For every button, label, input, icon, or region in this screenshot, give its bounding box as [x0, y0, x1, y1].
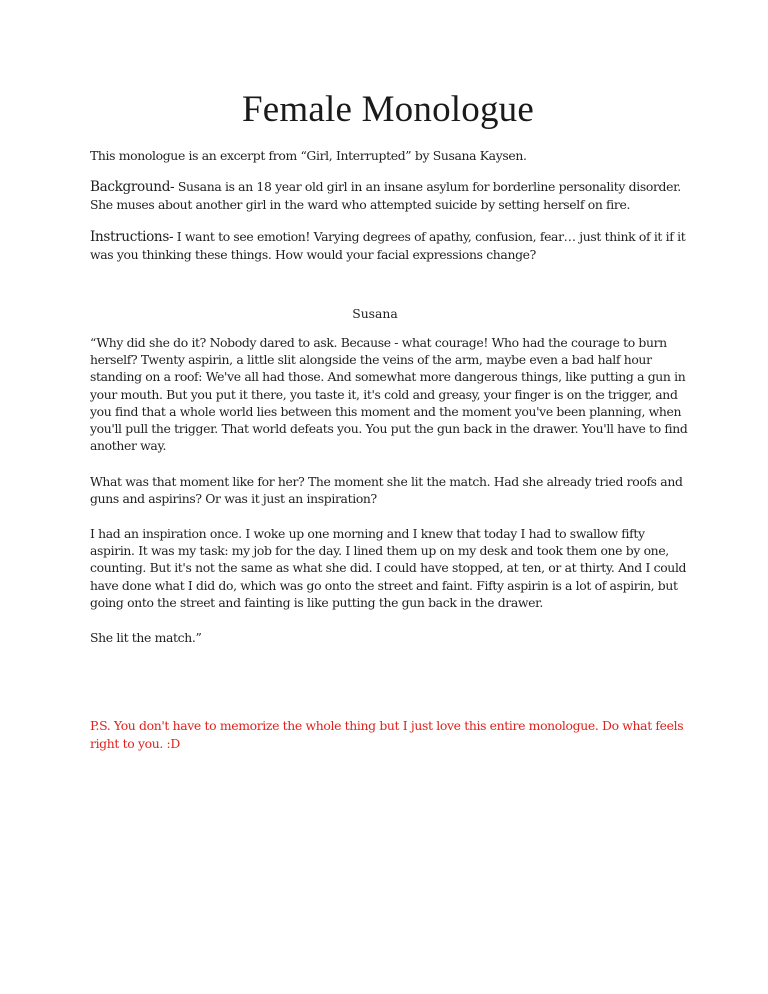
monologue-paragraph-1: “Why did she do it? Nobody dared to ask. Because - what courage! Who had the courage to burn herself? Twenty aspirin, a little slit alongside the veins of the arm, maybe even a bad half hour standing on a roof: We've all had those. And somewhat more dangerous things, like putting a gun in your mouth. But you put it there, you taste it, it's cold and greasy, your finger is on the trigger, and you find that a whole world lies between this moment and the moment you've been planning, when you'll pull the trigger. That world defeats you. You put the gun back in the drawer. You'll have to find another way. — [90, 335, 688, 454]
background-text: Susana is an 18 year old girl in an insane asylum for borderline personality disorder. She muses about another girl in the ward who attempted suicide by setting herself on fire. — [90, 179, 681, 212]
ps-note: P.S. You don't have to memorize the whole thing but I just love this entire monologue. Do what feels right to you. :D — [90, 718, 684, 751]
background-paragraph — [90, 178, 690, 214]
speaker-name: Susana — [352, 306, 398, 321]
instructions-paragraph — [90, 228, 690, 264]
background-label: Background- — [90, 179, 175, 195]
monologue-paragraph-2: What was that moment like for her? The moment she lit the match. Had she already tried roofs and guns and aspirins? Or was it just an inspiration? — [90, 474, 683, 507]
intro-paragraph: This monologue is an excerpt from “Girl, Interrupted” by Susana Kaysen. — [90, 148, 527, 163]
document-page — [90, 0, 690, 994]
monologue-paragraph-3: I had an inspiration once. I woke up one morning and I knew that today I had to swallow fifty aspirin. It was my task: my job for the day. I lined them up on my desk and took them one by one, counting. But it's not the same as what she did. I could have stopped, at ten, or at thirty. And I could have done what I did do, which was go onto the street and faint. Fifty aspirin is a lot of aspirin, but going onto the street and fainting is like putting the gun back in the drawer. — [90, 526, 687, 610]
monologue-paragraph-4: She lit the match.” — [90, 630, 202, 645]
page-title: Female Monologue — [242, 89, 534, 130]
instructions-text: I want to see emotion! Varying degrees of apathy, confusion, fear… just think of it if it was you thinking these things. How would your facial expressions change? — [90, 229, 686, 262]
instructions-label: Instructions- — [90, 229, 174, 245]
